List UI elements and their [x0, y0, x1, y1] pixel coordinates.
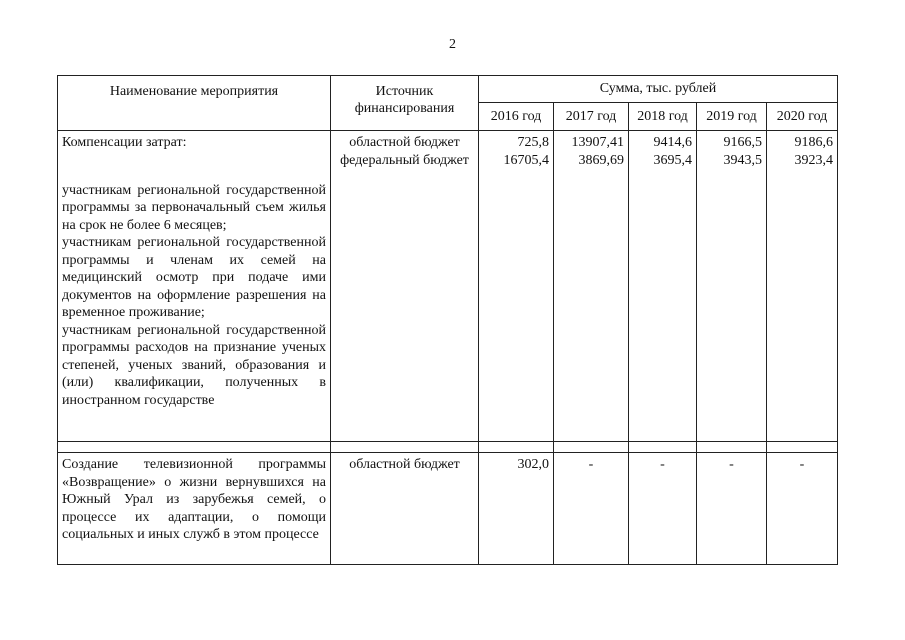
value-regional: 725,8: [517, 135, 549, 150]
source-federal: федеральный бюджет: [340, 152, 469, 168]
value-cell-2019: [697, 131, 767, 442]
column-header-year: 2017 год: [554, 103, 629, 131]
value-regional: 302,0: [517, 457, 549, 472]
value-cell-2016: [479, 453, 554, 565]
row-spacer: [58, 442, 838, 453]
budget-table: [57, 75, 838, 565]
value-cell-2018: [629, 453, 697, 565]
column-header-year: 2018 год: [629, 103, 697, 131]
activity-item: участникам региональной государственной программы и членам их семей на медицинский осмотр при подаче ими документов на оформление разрешения на временное проживание;: [62, 235, 326, 320]
value-federal: 3943,5: [723, 152, 762, 168]
value-regional: 9414,6: [653, 135, 692, 150]
activity-title: Создание телевизионной программы «Возвращение» о жизни вернувшихся на Южный Урал из зарубежья семей, о процессе их адаптации, о помощи социальных и иных служб в этом процессе: [62, 457, 326, 542]
source-cell: [331, 453, 479, 565]
page-number: 2: [449, 37, 456, 52]
value-federal: 3869,69: [578, 152, 624, 168]
activity-cell: [58, 453, 331, 565]
value-federal: 3695,4: [653, 152, 692, 168]
column-header-name: Наименование мероприятия: [58, 76, 331, 131]
column-header-source: Источник финансирования: [331, 76, 479, 131]
activity-cell: [58, 131, 331, 442]
value-cell-2020: [767, 453, 838, 565]
column-header-sum: Сумма, тыс. рублей: [479, 76, 838, 103]
source-cell: [331, 131, 479, 442]
source-regional: областной бюджет: [349, 457, 460, 472]
value-cell-2018: [629, 131, 697, 442]
activity-item: участникам региональной государственной программы за первоначальный съем жилья на срок не более 6 месяцев;: [62, 182, 326, 233]
value-cell-2020: [767, 131, 838, 442]
header-row: [58, 76, 838, 103]
value-regional: 9186,6: [794, 135, 834, 150]
value-federal: 3923,4: [794, 152, 834, 168]
activity-title: Компенсации затрат:: [62, 135, 187, 150]
value-federal: 16705,4: [503, 152, 549, 168]
value-dash: -: [588, 457, 594, 472]
column-header-year: 2020 год: [767, 103, 838, 131]
value-cell-2017: [554, 131, 629, 442]
value-regional: 9166,5: [723, 135, 762, 150]
value-cell-2016: [479, 131, 554, 442]
column-header-year: 2019 год: [697, 103, 767, 131]
table-row: [58, 131, 838, 442]
value-dash: -: [729, 457, 734, 472]
value-dash: -: [660, 457, 665, 472]
value-dash: -: [799, 457, 805, 472]
source-regional: областной бюджет: [349, 135, 460, 150]
column-header-year: 2016 год: [479, 103, 554, 131]
table-row: [58, 453, 838, 565]
value-regional: 13907,41: [571, 135, 624, 150]
value-cell-2019: [697, 453, 767, 565]
activity-item: участникам региональной государственной программы расходов на признание ученых степеней, ученых званий, образования и (или) квалификации, полученных в иностранном государстве: [62, 322, 326, 408]
value-cell-2017: [554, 453, 629, 565]
